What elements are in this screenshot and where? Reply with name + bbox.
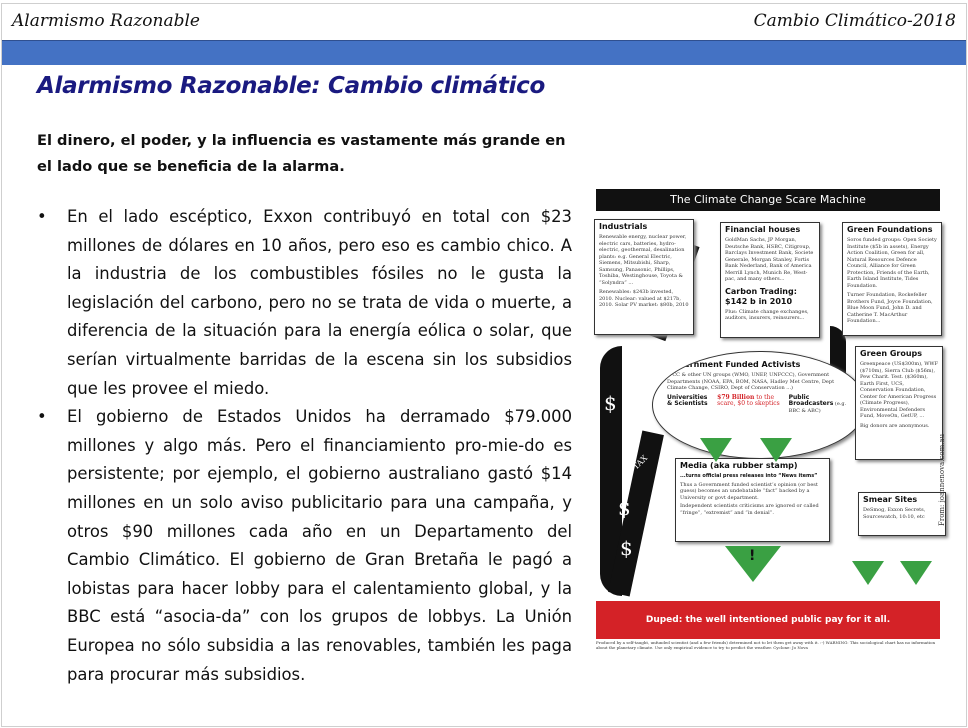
scare-machine-infographic bbox=[590, 186, 964, 652]
bullet-text: El gobierno de Estados Unidos ha derramado $79.000 millones y algo más. Pero el financiamiento pro-mie-do es persistente; por ejemplo, el gobierno australiano gastó $14 millones en un solo aviso publicitario para una campaña, y otros $90 millones cada año en un Departamento del Cambio Climático. El gobierno de Gran Bretaña le pagó a lobistas para hacer lobby para el calentamiento global, y la BBC está “asocia-da” con los grupos de lobbys. La Unión Europea no sólo subsidia a las renovables, también les paga para procurar más subsidios. bbox=[67, 407, 572, 684]
bullet-item bbox=[37, 403, 572, 689]
green-groups-heading: Green Groups bbox=[860, 349, 923, 358]
header-right-title: Cambio Climático-2018 bbox=[753, 11, 956, 31]
dollar-icon: $ bbox=[618, 496, 631, 520]
green-groups-note: Big donors are anonymous. bbox=[860, 422, 930, 429]
exclamation-icon: ! bbox=[749, 548, 756, 564]
activists-body: IPCC & other UN groups (WMO, UNEP, UNFCCC), Government Departments (NOAA, EPA, BOM, NASA, Hadley Met Centre, Dept Climate Change, CSIRO, Dept of Conservation ...) bbox=[667, 372, 835, 391]
green-foundations-body: Soros funded groups: Open Society Institute ($5b in assets), Energy Action Coalition, Green for all, Natural Resources Defence Council, Alliance for Green Protection, Friends of the Earth, Earth Island Institute, Tides Foundation. bbox=[847, 237, 937, 289]
bullet-icon: • bbox=[37, 407, 47, 427]
media-body2: Independent scientists criticisms are ignored or called “fringe”, “extremist” and “in denial”. bbox=[680, 503, 819, 516]
dollar-icon: $ bbox=[604, 391, 617, 415]
smear-body: DeSmog, Exxon Secrets, Sourcewatch, 10:10, etc bbox=[863, 507, 926, 520]
green-groups-body: Greenpeace (US$300m), WWF ($710m), Sierra Club ($56m), Pew Charit. Test. ($360m), Earth First, UCS, Conservation Foundation, Center for American Progress (Climate Progress), Environmental Defenders Fund, MoveOn, GetUP, ... bbox=[860, 361, 938, 419]
green-arrow bbox=[852, 561, 884, 585]
green-arrow bbox=[900, 561, 932, 585]
carbon-trading-body: Plus: Climate change exchanges, auditors, insurers, reinsurers... bbox=[725, 308, 809, 321]
media-sub: ...turns official press releases into “News items” bbox=[680, 473, 818, 479]
media-body: Thus a Government funded scientist’s opinion (or best guess) becomes an undebatable “fact” backed by a University or govt department. bbox=[680, 481, 818, 501]
public-pays-banner: Duped: the well intentioned public pay for it all. bbox=[596, 601, 940, 639]
green-foundations-body2: Turner Foundation, Rockefeller Brothers Fund, Joyce Foundation, Blue Moon Fund, John D. and Catherine T. MacArthur Foundation... bbox=[847, 292, 933, 324]
activists-heading: Government Funded Activists bbox=[667, 360, 801, 369]
infographic-footer: Produced by a self-taught, unfunded scientist (and a few friends) determined not to let them get away with it. :-) WARNING: This sociological chart has no information about the planetary climate. Use only empirical evidence to try to predict the weather. Cyclone: Jo Nova bbox=[596, 640, 936, 650]
bullet-list bbox=[37, 203, 572, 689]
infographic-title: The Climate Change Scare Machine bbox=[596, 189, 940, 211]
financial-houses-box bbox=[720, 222, 820, 338]
financial-body: GoldMan Sachs, JP Morgan, Deutsche Bank, HSBC, Citigroup, Barclays Investment Bank, Societe Generale, Morgan Stanley, Fortis Bank Nederland, Bank of America Merrill Lynch, Munich Re, West-pac, and many others... bbox=[725, 237, 814, 282]
media-box bbox=[675, 458, 830, 542]
green-groups-box bbox=[855, 346, 943, 460]
bullet-item bbox=[37, 203, 572, 403]
green-arrow bbox=[700, 438, 732, 462]
universities-label: Universities & Scientists bbox=[667, 393, 708, 407]
source-credit: From: joannenova.com.au bbox=[938, 433, 946, 526]
dollar-icon: $ bbox=[620, 536, 633, 560]
header-left-title: Alarmismo Razonable bbox=[12, 11, 200, 31]
money-note: to the scare, $0 to skeptics bbox=[717, 393, 780, 407]
financial-heading: Financial houses bbox=[725, 225, 801, 234]
industrials-body: Renewable energy, nuclear power, electric cars, batteries, hydro-electric, geothermal, desalination plants: e.g. General Electric, Siemens, Mitsubishi, Sharp, Samsung, Panasonic, Phillips, Toshiba, Westinghouse, Toyota & “Solyndra” ... bbox=[599, 234, 687, 286]
carbon-trading-heading: Carbon Trading: $142 b in 2010 bbox=[725, 286, 797, 306]
green-foundations-box bbox=[842, 222, 942, 336]
media-heading: Media (aka rubber stamp) bbox=[680, 461, 798, 470]
tax-label: TAX bbox=[631, 453, 650, 472]
bullet-text: En el lado escéptico, Exxon contribuyó en total con $23 millones de dólares en 10 años, pero eso es cambio chico. A la industria de los combustibles fósiles no le gusta la legislación del carbono, pero no se trata de vida o muerte, a diferencia de la situación para la energía eólica o solar, que serían virtualmente barridas de la escena sin los subsidios que les provee el miedo. bbox=[67, 207, 572, 398]
industrials-heading: Industrials bbox=[599, 222, 648, 231]
slide-title: Alarmismo Razonable: Cambio climático bbox=[37, 73, 545, 99]
broadcasters-note: (e.g. BBC & ABC) bbox=[788, 401, 847, 414]
smear-sites-box bbox=[858, 492, 946, 536]
industrials-stats: Renewables: $243b invested, 2010. Nuclear: valued at $217b, 2010. Solar PV market: $80b, 2010 bbox=[599, 289, 689, 308]
money-label: $79 Billion bbox=[717, 393, 755, 401]
smear-heading: Smear Sites bbox=[863, 495, 918, 504]
broadcasters-label: Public Broadcasters bbox=[788, 393, 834, 407]
header-band bbox=[2, 40, 966, 65]
lead-paragraph: El dinero, el poder, y la influencia es vastamente más grande en el lado que se beneficia de la alarma. bbox=[37, 132, 566, 175]
industrials-box bbox=[594, 219, 694, 335]
green-arrow bbox=[760, 438, 792, 462]
bullet-icon: • bbox=[37, 207, 47, 226]
green-foundations-heading: Green Foundations bbox=[847, 225, 933, 234]
